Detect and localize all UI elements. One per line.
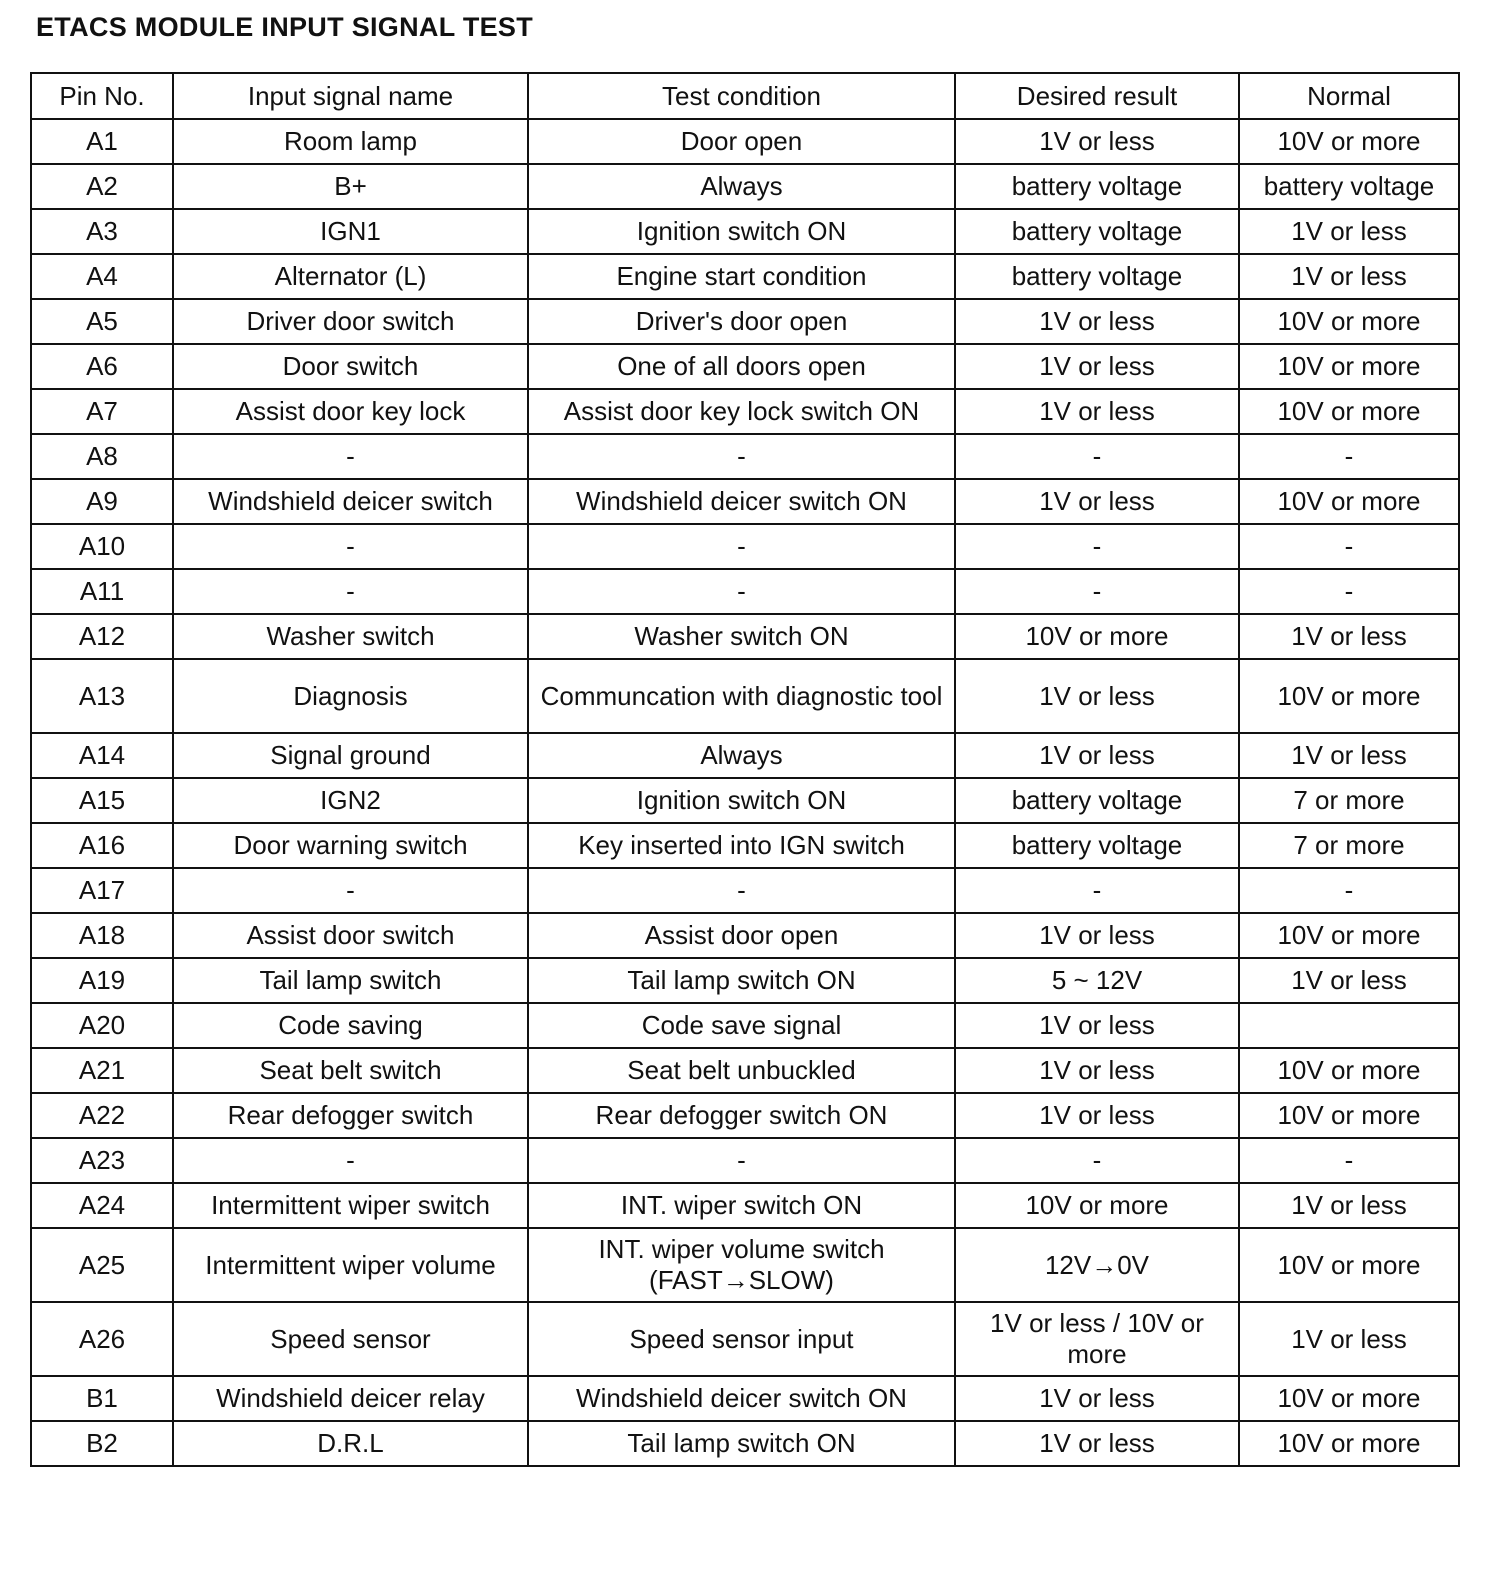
table-row [31,778,1459,823]
pin-no-cell: A4 [31,254,173,299]
signal-name-cell: Code saving [173,1003,528,1048]
normal-cell: 10V or more [1239,1228,1459,1302]
pin-no-cell: A19 [31,958,173,1003]
pin-no-cell: A18 [31,913,173,958]
normal-cell: - [1239,434,1459,479]
pin-no-cell: A13 [31,659,173,733]
desired-result-cell: 12V→0V [955,1228,1239,1302]
desired-result-cell: 1V or less [955,659,1239,733]
desired-result-cell: 1V or less / 10V or more [955,1302,1239,1376]
test-condition-cell: Driver's door open [528,299,955,344]
desired-result-cell: battery voltage [955,164,1239,209]
pin-no-cell: B1 [31,1376,173,1421]
table-row [31,1138,1459,1183]
normal-cell: 10V or more [1239,1376,1459,1421]
normal-cell: battery voltage [1239,164,1459,209]
desired-result-cell: - [955,569,1239,614]
table-row [31,1093,1459,1138]
test-condition-cell: - [528,1138,955,1183]
desired-result-cell: 10V or more [955,1183,1239,1228]
normal-cell: 1V or less [1239,958,1459,1003]
table-row [31,1003,1459,1048]
signal-name-cell: - [173,524,528,569]
signal-name-cell: B+ [173,164,528,209]
desired-result-cell: - [955,1138,1239,1183]
table-row [31,119,1459,164]
desired-result-cell: 1V or less [955,1003,1239,1048]
table-row [31,823,1459,868]
test-condition-cell: Assist door key lock switch ON [528,389,955,434]
normal-cell [1239,1003,1459,1048]
table-row [31,299,1459,344]
pin-no-cell: A7 [31,389,173,434]
signal-name-cell: Tail lamp switch [173,958,528,1003]
test-condition-cell: Tail lamp switch ON [528,1421,955,1466]
normal-cell: 1V or less [1239,209,1459,254]
signal-name-cell: Door switch [173,344,528,389]
pin-no-cell: A16 [31,823,173,868]
desired-result-cell: - [955,868,1239,913]
table-row [31,1183,1459,1228]
table-row [31,1048,1459,1093]
pin-no-cell: A10 [31,524,173,569]
normal-cell: 7 or more [1239,823,1459,868]
signal-name-cell: Room lamp [173,119,528,164]
desired-result-cell: 1V or less [955,1421,1239,1466]
test-condition-cell: Always [528,733,955,778]
test-condition-cell: Tail lamp switch ON [528,958,955,1003]
table-row [31,868,1459,913]
normal-cell: 1V or less [1239,1302,1459,1376]
test-condition-cell: Communcation with diagnostic tool [528,659,955,733]
desired-result-cell: 1V or less [955,1093,1239,1138]
header-normal: Normal [1239,73,1459,119]
desired-result-cell: battery voltage [955,254,1239,299]
normal-cell: 10V or more [1239,1421,1459,1466]
desired-result-cell: 1V or less [955,389,1239,434]
desired-result-cell: 1V or less [955,479,1239,524]
normal-cell: - [1239,868,1459,913]
header-desired-result: Desired result [955,73,1239,119]
desired-result-cell: 1V or less [955,1376,1239,1421]
signal-name-cell: - [173,434,528,479]
signal-name-cell: Speed sensor [173,1302,528,1376]
table-row [31,733,1459,778]
normal-cell: 10V or more [1239,1048,1459,1093]
normal-cell: 1V or less [1239,614,1459,659]
signal-name-cell: Seat belt switch [173,1048,528,1093]
table-row [31,524,1459,569]
normal-cell: 1V or less [1239,1183,1459,1228]
desired-result-cell: 1V or less [955,733,1239,778]
normal-cell: 10V or more [1239,299,1459,344]
pin-no-cell: A25 [31,1228,173,1302]
pin-no-cell: A1 [31,119,173,164]
table-header-row [31,73,1459,119]
desired-result-cell: - [955,524,1239,569]
pin-no-cell: B2 [31,1421,173,1466]
signal-name-cell: IGN1 [173,209,528,254]
table-row [31,209,1459,254]
signal-name-cell: Rear defogger switch [173,1093,528,1138]
signal-name-cell: - [173,1138,528,1183]
desired-result-cell: 1V or less [955,119,1239,164]
pin-no-cell: A6 [31,344,173,389]
normal-cell: 10V or more [1239,344,1459,389]
table-row [31,1302,1459,1376]
page-title: ETACS MODULE INPUT SIGNAL TEST [36,12,534,42]
desired-result-cell: battery voltage [955,209,1239,254]
signal-name-cell: Intermittent wiper switch [173,1183,528,1228]
pin-no-cell: A2 [31,164,173,209]
table-row [31,1376,1459,1421]
test-condition-cell: One of all doors open [528,344,955,389]
signal-name-cell: Driver door switch [173,299,528,344]
signal-name-cell: - [173,569,528,614]
test-condition-cell: INT. wiper volume switch (FAST→SLOW) [528,1228,955,1302]
pin-no-cell: A22 [31,1093,173,1138]
table-row [31,659,1459,733]
header-pin-no: Pin No. [31,73,173,119]
signal-name-cell: Assist door switch [173,913,528,958]
normal-cell: 1V or less [1239,733,1459,778]
table-row [31,344,1459,389]
test-condition-cell: Rear defogger switch ON [528,1093,955,1138]
pin-no-cell: A12 [31,614,173,659]
normal-cell: 10V or more [1239,913,1459,958]
signal-name-cell: Intermittent wiper volume [173,1228,528,1302]
signal-name-cell: IGN2 [173,778,528,823]
test-condition-cell: Ignition switch ON [528,209,955,254]
test-condition-cell: - [528,569,955,614]
pin-no-cell: A5 [31,299,173,344]
normal-cell: 10V or more [1239,1093,1459,1138]
header-input-signal-name: Input signal name [173,73,528,119]
desired-result-cell: - [955,434,1239,479]
table-row [31,434,1459,479]
table-row [31,913,1459,958]
table-row [31,1228,1459,1302]
test-condition-cell: INT. wiper switch ON [528,1183,955,1228]
pin-no-cell: A8 [31,434,173,479]
normal-cell: 10V or more [1239,659,1459,733]
pin-no-cell: A9 [31,479,173,524]
signal-name-cell: D.R.L [173,1421,528,1466]
desired-result-cell: 1V or less [955,299,1239,344]
desired-result-cell: 10V or more [955,614,1239,659]
test-condition-cell: - [528,524,955,569]
table-row [31,958,1459,1003]
pin-no-cell: A26 [31,1302,173,1376]
pin-no-cell: A20 [31,1003,173,1048]
test-condition-cell: Engine start condition [528,254,955,299]
test-condition-cell: Always [528,164,955,209]
test-condition-cell: - [528,434,955,479]
desired-result-cell: 5 ~ 12V [955,958,1239,1003]
normal-cell: - [1239,569,1459,614]
signal-name-cell: Door warning switch [173,823,528,868]
pin-no-cell: A15 [31,778,173,823]
normal-cell: - [1239,1138,1459,1183]
table-row [31,569,1459,614]
table-row [31,254,1459,299]
desired-result-cell: battery voltage [955,778,1239,823]
input-signal-table [30,72,1460,1467]
table-row [31,1421,1459,1466]
table-row [31,389,1459,434]
test-condition-cell: Seat belt unbuckled [528,1048,955,1093]
test-condition-cell: Ignition switch ON [528,778,955,823]
desired-result-cell: 1V or less [955,1048,1239,1093]
desired-result-cell: battery voltage [955,823,1239,868]
header-test-condition: Test condition [528,73,955,119]
normal-cell: 10V or more [1239,479,1459,524]
table-row [31,479,1459,524]
test-condition-cell: Assist door open [528,913,955,958]
test-condition-cell: Washer switch ON [528,614,955,659]
test-condition-cell: Door open [528,119,955,164]
pin-no-cell: A24 [31,1183,173,1228]
test-condition-cell: Key inserted into IGN switch [528,823,955,868]
test-condition-cell: Windshield deicer switch ON [528,1376,955,1421]
table-row [31,614,1459,659]
desired-result-cell: 1V or less [955,913,1239,958]
signal-name-cell: Washer switch [173,614,528,659]
pin-no-cell: A14 [31,733,173,778]
pin-no-cell: A3 [31,209,173,254]
pin-no-cell: A23 [31,1138,173,1183]
signal-name-cell: Alternator (L) [173,254,528,299]
normal-cell: 10V or more [1239,119,1459,164]
test-condition-cell: Windshield deicer switch ON [528,479,955,524]
desired-result-cell: 1V or less [955,344,1239,389]
signal-name-cell: Windshield deicer switch [173,479,528,524]
pin-no-cell: A11 [31,569,173,614]
signal-name-cell: Signal ground [173,733,528,778]
test-condition-cell: - [528,868,955,913]
signal-name-cell: Diagnosis [173,659,528,733]
pin-no-cell: A17 [31,868,173,913]
normal-cell: 7 or more [1239,778,1459,823]
table-row [31,164,1459,209]
normal-cell: 10V or more [1239,389,1459,434]
test-condition-cell: Speed sensor input [528,1302,955,1376]
signal-name-cell: Assist door key lock [173,389,528,434]
pin-no-cell: A21 [31,1048,173,1093]
normal-cell: 1V or less [1239,254,1459,299]
normal-cell: - [1239,524,1459,569]
test-condition-cell: Code save signal [528,1003,955,1048]
signal-name-cell: Windshield deicer relay [173,1376,528,1421]
signal-name-cell: - [173,868,528,913]
